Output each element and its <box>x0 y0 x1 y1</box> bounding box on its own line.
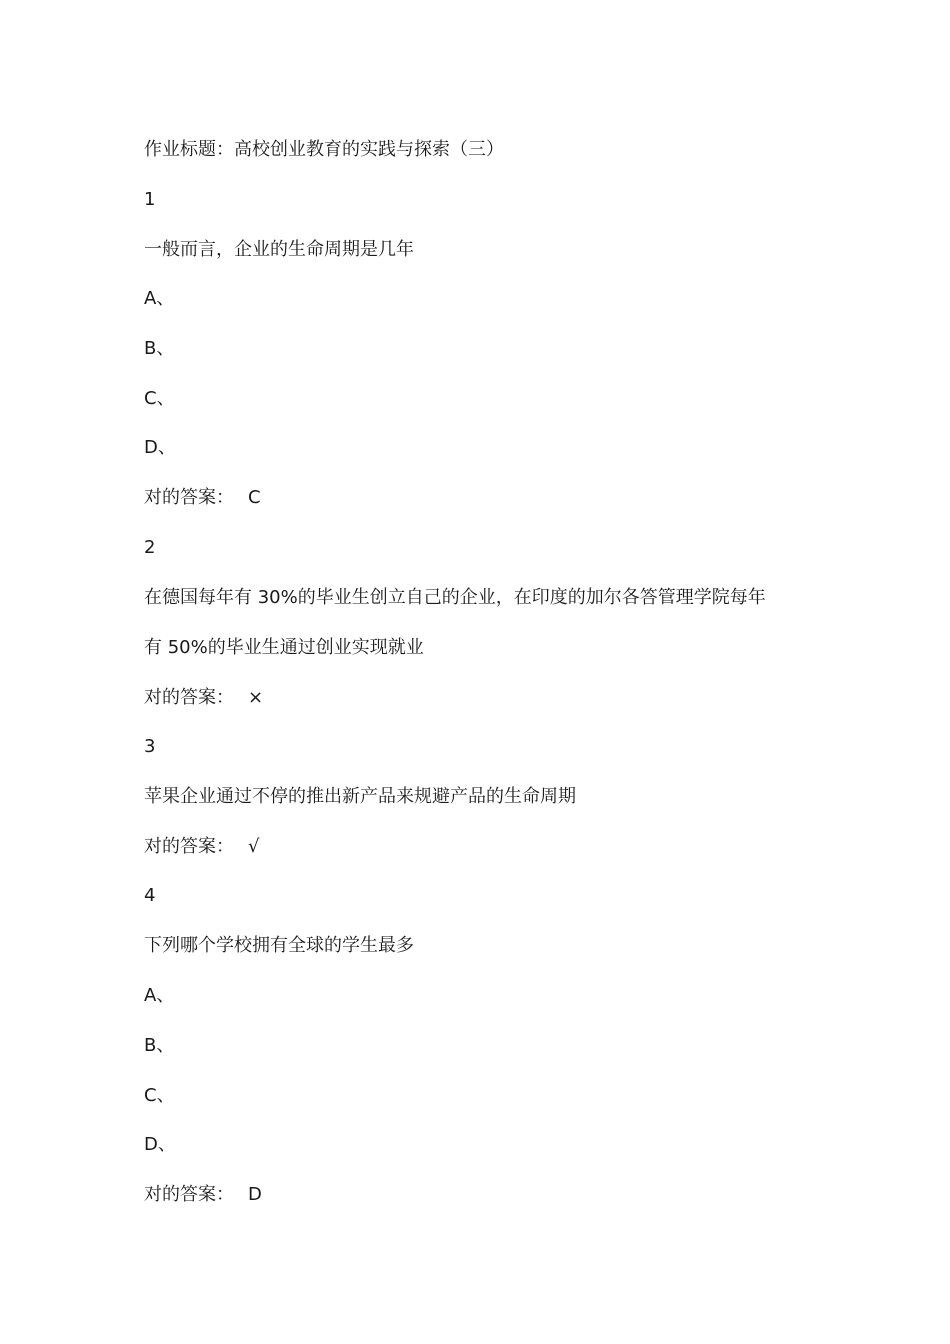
question-3-text: 苹果企业通过不停的推出新产品来规避产品的生命周期 <box>144 786 576 807</box>
question-1-option-b: B、 <box>144 338 175 359</box>
question-2-answer-row <box>144 686 263 710</box>
question-4-text: 下列哪个学校拥有全球的学生最多 <box>144 935 414 956</box>
question-4-option-c: C、 <box>144 1085 175 1106</box>
question-1-option-c: C、 <box>144 388 175 409</box>
question-1-option-d: D、 <box>144 437 176 458</box>
answer-value: C <box>248 487 261 508</box>
answer-label: 对的答案： <box>144 487 234 508</box>
document-title: 作业标题：高校创业教育的实践与探索（三） <box>144 139 504 160</box>
question-3-answer-row <box>144 835 259 859</box>
answer-value: D <box>248 1184 262 1205</box>
question-1-answer-row <box>144 486 261 510</box>
question-4-option-b: B、 <box>144 1035 175 1056</box>
question-4-number: 4 <box>144 885 156 906</box>
question-4-answer-row <box>144 1183 262 1207</box>
answer-value: √ <box>248 836 260 857</box>
question-3-number: 3 <box>144 736 156 757</box>
question-2-text-line-2: 有 50%的毕业生通过创业实现就业 <box>144 637 424 658</box>
question-1-number: 1 <box>144 189 156 210</box>
question-2-text-line-1: 在德国每年有 30%的毕业生创立自己的企业，在印度的加尔各答管理学院每年 <box>144 587 766 608</box>
answer-label: 对的答案： <box>144 836 234 857</box>
answer-value: × <box>248 687 264 708</box>
question-4-option-d: D、 <box>144 1134 176 1155</box>
question-4-option-a: A、 <box>144 985 175 1006</box>
question-2-number: 2 <box>144 537 156 558</box>
question-1-option-a: A、 <box>144 288 175 309</box>
answer-label: 对的答案： <box>144 1184 234 1205</box>
question-1-text: 一般而言，企业的生命周期是几年 <box>144 239 414 260</box>
answer-label: 对的答案： <box>144 687 234 708</box>
